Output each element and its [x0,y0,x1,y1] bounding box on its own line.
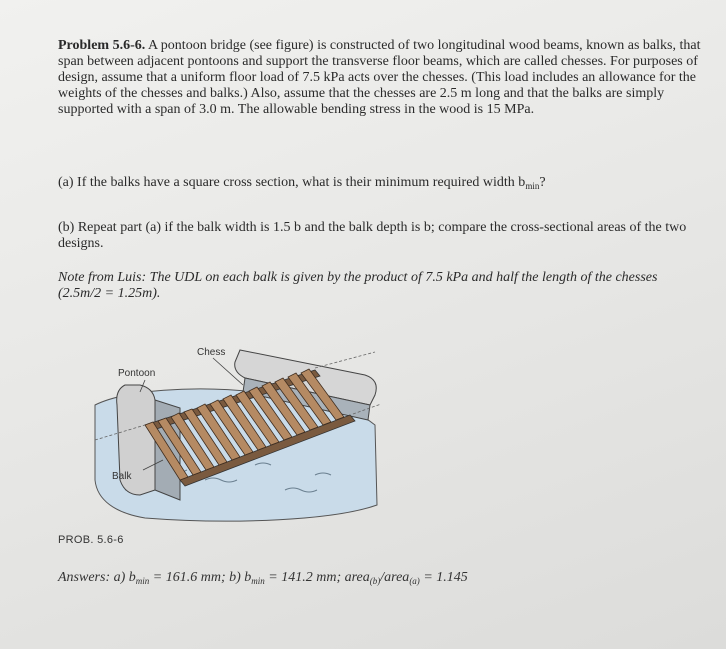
part-a-end: ? [539,175,546,190]
pontoon-label: Pontoon [118,368,156,379]
answers-line [58,570,698,586]
balk-label: Balk [112,471,132,482]
problem-statement [58,38,703,118]
answer-part: = 141.2 mm; area [264,570,370,585]
answer-subscript: (a) [409,576,420,586]
pontoon-bridge-figure [85,330,385,530]
problem-heading: Problem 5.6-6. [58,38,146,53]
answer-part: /area [380,570,410,585]
answer-subscript: (b) [369,576,381,586]
part-b-text: (b) Repeat part (a) if the balk width is 1.5 b and the balk depth is b; compare the cross-sectional areas of the two designs. [58,220,687,251]
figure-caption: PROB. 5.6-6 [58,534,124,546]
problem-text: A pontoon bridge (see figure) is constructed of two longitudinal wood beams, known as balks, that span between adjacent pontoons and support the transverse floor beams, which are called chesses. For purposes of design, assume that a uniform floor load of 7.5 kPa acts over the chesses. (This load includes an allowance for the weights of the chesses and balks.) Also, assume that the chesses are 2.5 m long and that the balks are simply supported with a span of 3.0 m. The allowable bending stress in the wood is 15 MPa. [58,38,701,117]
chess-label: Chess [197,347,226,358]
pontoon-bridge-illustration [85,330,385,530]
question-part-b [58,220,703,252]
answer-part: = 161.6 mm; b) b [149,570,252,585]
part-a-subscript: min [525,181,540,191]
answer-part: = 1.145 [419,570,468,585]
answer-subscript: min [135,576,150,586]
question-part-a [58,175,703,194]
answer-subscript: min [251,576,265,586]
part-a-text: (a) If the balks have a square cross section, what is their minimum required width b [58,175,526,190]
answer-part: Answers: a) b [58,570,136,585]
instructor-note [58,270,703,302]
note-text: Note from Luis: The UDL on each balk is given by the product of 7.5 kPa and half the length of the chesses (2.5m/2 = 1.25m). [58,270,658,301]
